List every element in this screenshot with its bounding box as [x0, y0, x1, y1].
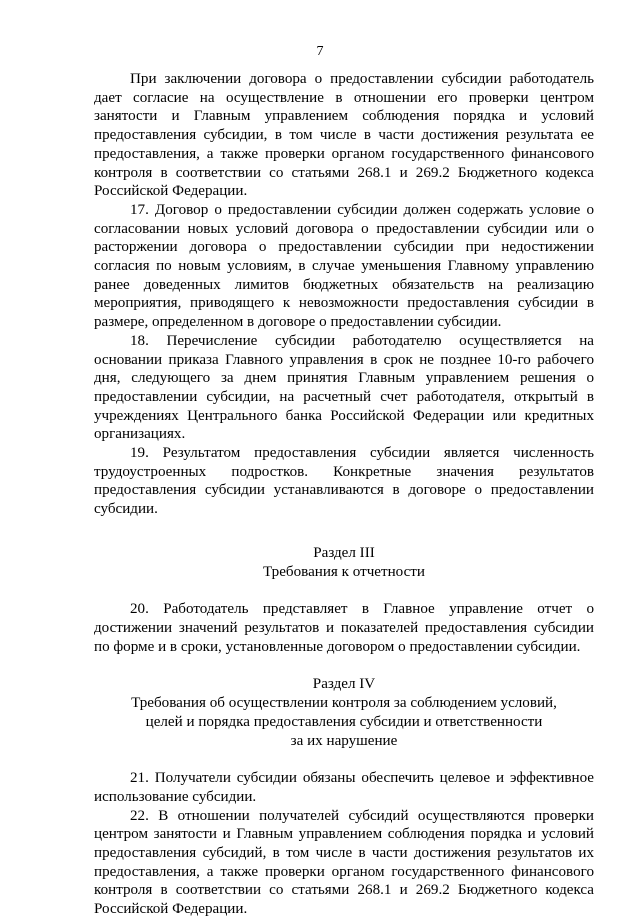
paragraph-20: 20. Работодатель представляет в Главное управление отчет о достижении значений результатов и показателей предоставления субсидии по форме и в сроки, установленные договором о предоставлении субсидии. — [94, 601, 594, 655]
section-4-title-line-1: Требования об осуществлении контроля за соблюдением условий, — [131, 695, 557, 712]
paragraph-19: 19. Результатом предоставления субсидии является численность трудоустроенных подростков. Конкретные значения результатов предоставления субсидии устанавливаются в договоре о предоставлении субсидии. — [94, 445, 594, 518]
paragraph-consent: При заключении договора о предоставлении субсидии работодатель дает согласие на осуществление в отношении его проверки центром занятости и Главным управлением соблюдения порядка и условий предоставления субсидии, в том числе в части достижения результата ее предоставления, а также проверки органом государственного финансового контроля в соответствии со статьями 268.1 и 269.2 Бюджетного кодекса Российской Федерации. — [94, 71, 594, 200]
spacer — [94, 519, 594, 544]
paragraph-22: 22. В отношении получателей субсидий осуществляются проверки центром занятости и Главным управлением соблюдения порядка и условий предоставления субсидий, в том числе в части достижения результатов их предоставления, а также проверки органом государственного финансового контроля в соответствии со статьями 268.1 и 269.2 Бюджетного кодекса Российской Федерации. — [94, 807, 594, 918]
document-body — [94, 70, 594, 919]
section-4-title-line-3: за их нарушение — [290, 732, 398, 749]
spacer — [94, 581, 594, 600]
paragraph-21: 21. Получатели субсидии обязаны обеспечить целевое и эффективное использование субсидии. — [94, 770, 594, 805]
section-4-title-line-2: целей и порядка предоставления субсидии и ответственности — [145, 713, 543, 730]
section-3-heading: Раздел III — [313, 544, 375, 561]
page-number: 7 — [316, 44, 324, 59]
spacer — [94, 750, 594, 769]
spacer — [94, 656, 594, 675]
section-3-title: Требования к отчетности — [263, 563, 425, 580]
section-4-heading: Раздел IV — [312, 676, 376, 693]
paragraph-17: 17. Договор о предоставлении субсидии должен содержать условие о согласовании новых условий договора о предоставлении субсидии или о расторжении договора о предоставлении субсидии при недостижении согласия по новым условиям, в случае уменьшения Главному управлению ранее доведенных лимитов бюджетных обязательств на реализацию мероприятия, приводящего к невозможности предоставления субсидии в размере, определенном в договоре о предоставлении субсидии. — [94, 201, 594, 331]
paragraph-18: 18. Перечисление субсидии работодателю осуществляется на основании приказа Главного управления в срок не позднее 10-го рабочего дня, следующего за днем принятия Главным управлением решения о предоставлении субсидии, на расчетный счет работодателя, открытый в учреждениях Центрального банка Российской Федерации или кредитных организациях. — [94, 332, 594, 443]
